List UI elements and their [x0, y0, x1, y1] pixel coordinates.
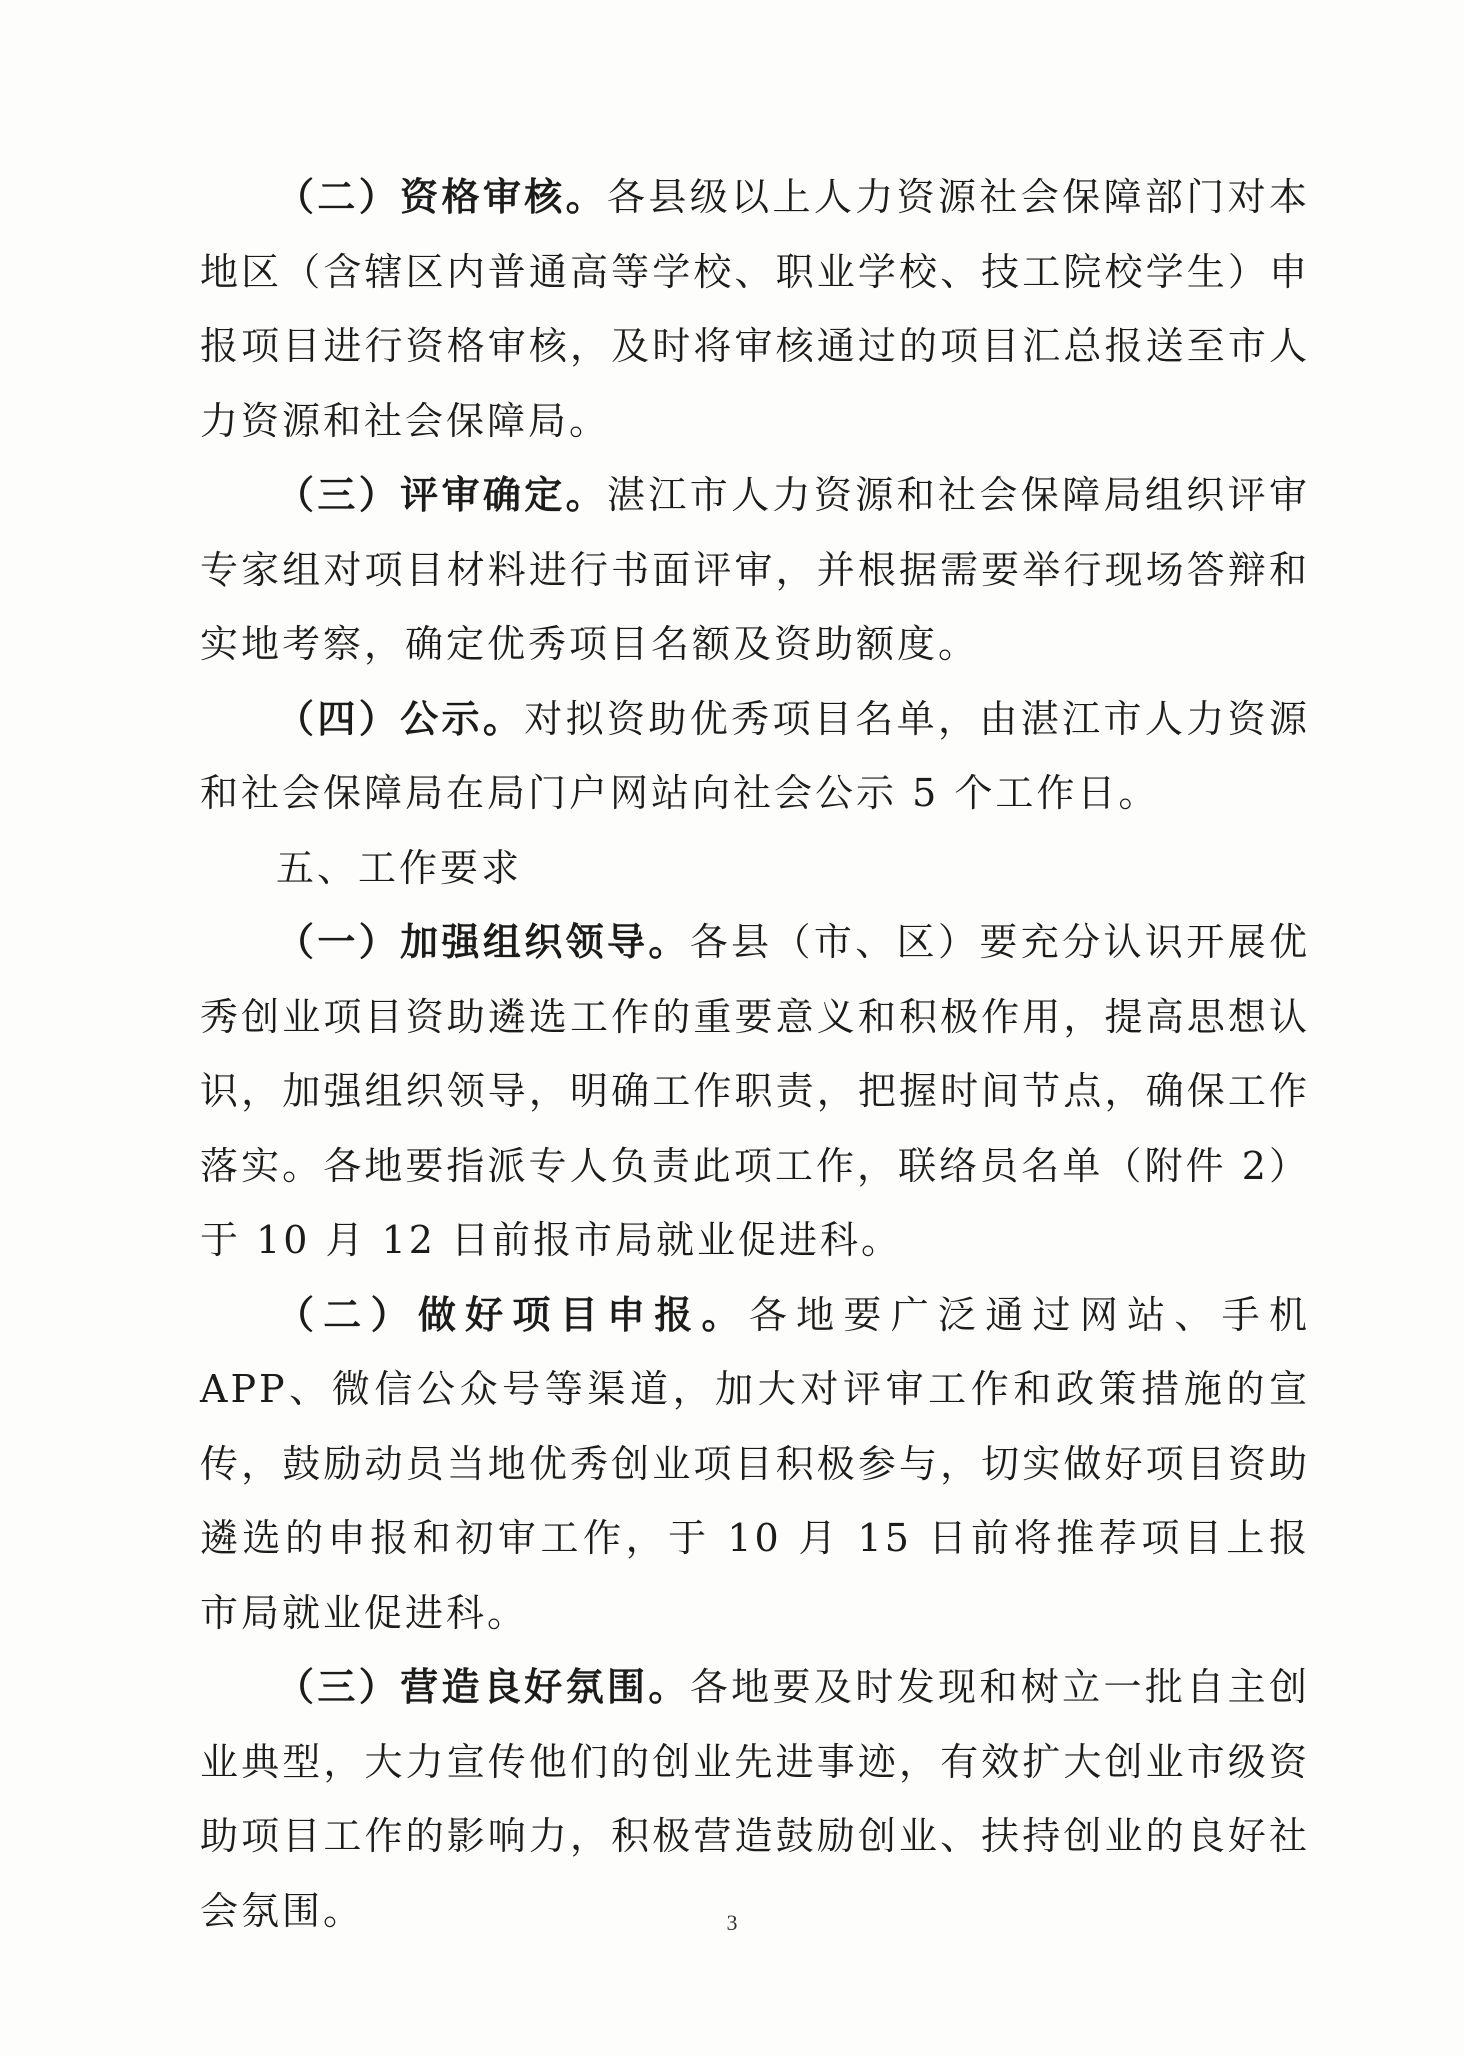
paragraph-project-application [200, 1278, 1310, 1651]
paragraph-text: 各地要及时发现和树立一批自主创业典型，大力宣传他们的创业先进事迹，有效扩大创业市级资助项目工作的影响力，积极营造鼓励创业、扶持创业的良好社会氛围。 [200, 1665, 1310, 1933]
paragraph-text: 各县（市、区）要充分认识开展优秀创业项目资助遴选工作的重要意义和积极作用，提高思想认识，加强组织领导，明确工作职责，把握时间节点，确保工作落实。各地要指派专人负责此项工作，联络员名单（附件 2）于 10 月 12 日前报市局就业促进科。 [200, 920, 1310, 1262]
paragraph-lead: （二）资格审核。 [276, 174, 607, 219]
paragraph-organization-leadership [200, 905, 1310, 1278]
paragraph-text: 各县级以上人力资源社会保障部门对本地区（含辖区内普通高等学校、职业学校、技工院校学生）申报项目进行资格审核，及时将审核通过的项目汇总报送至市人力资源和社会保障局。 [200, 175, 1310, 443]
paragraph-lead: （三）评审确定。 [276, 472, 607, 517]
paragraph-atmosphere [200, 1650, 1310, 1948]
section-heading: 五、工作要求 [276, 845, 523, 890]
paragraph-publicity [200, 682, 1310, 831]
paragraph-text: 各地要广泛通过网站、手机 APP、微信公众号等渠道，加大对评审工作和政策措施的宣传，鼓励动员当地优秀创业项目积极参与，切实做好项目资助遴选的申报和初审工作，于 10 月 15 日前将推荐项目上报市局就业促进科。 [200, 1292, 1310, 1635]
paragraph-lead: （三）营造良好氛围。 [276, 1664, 690, 1709]
paragraph-lead: （一）加强组织领导。 [276, 919, 690, 964]
paragraph-text: 对拟资助优秀项目名单，由湛江市人力资源和社会保障局在局门户网站向社会公示 5 个工作日。 [200, 696, 1310, 815]
paragraph-review-confirm [200, 458, 1310, 682]
paragraph-lead: （四）公示。 [276, 695, 525, 741]
page-number: 3 [726, 1910, 738, 1935]
paragraph-lead: （二）做好项目申报。 [276, 1291, 749, 1337]
document-body [200, 160, 1310, 1948]
paragraph-text: 湛江市人力资源和社会保障局组织评审专家组对项目材料进行书面评审，并根据需要举行现场答辩和实地考察，确定优秀项目名额及资助额度。 [200, 473, 1310, 666]
paragraph-qualification-review [200, 160, 1310, 458]
